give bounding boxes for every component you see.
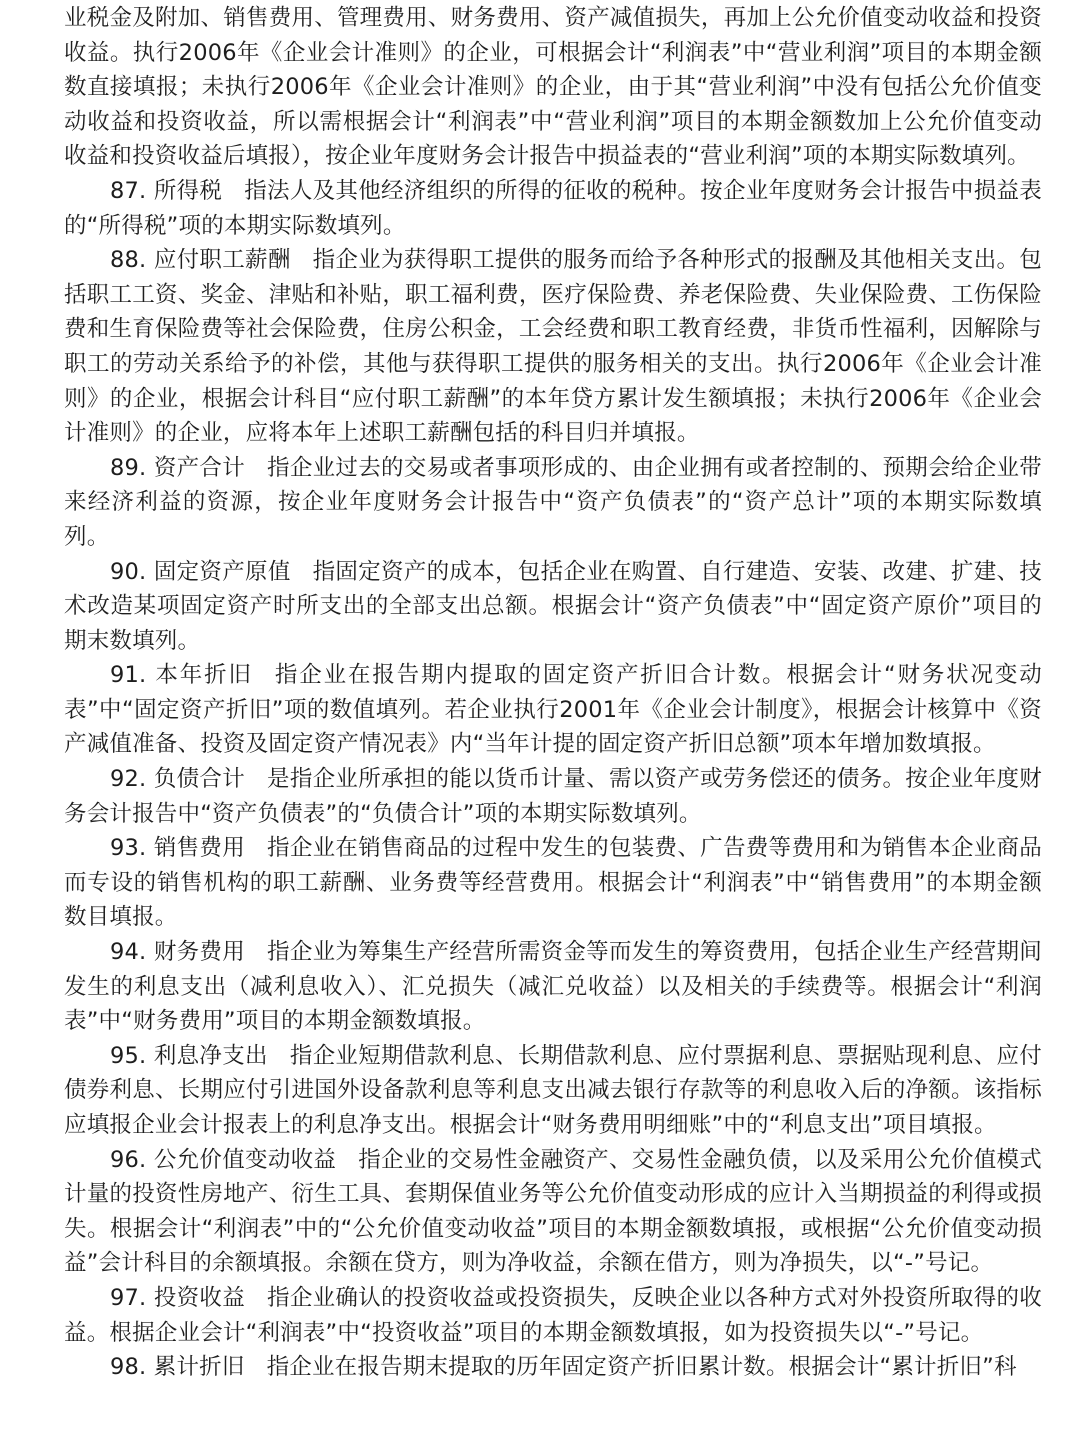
item-number: 88. (110, 247, 147, 274)
item-92 (64, 762, 1042, 831)
item-description: 指企业的交易性金融资产、交易性金融负债，以及采用公允价值模式计量的投资性房地产、衍生工具、套期保值业务等公允价值变动形成的应计入当期损益的利得或损失。根据会计“利润表”中的“公允价值变动收益”项目的本期金额数填报，或根据“公允价值变动损益”会计科目的余额填报。余额在贷方，则为净收益，余额在借方，则为净损失，以“-”号记。 (64, 1146, 1042, 1277)
item-description: 指企业在报告期内提取的固定资产折旧合计数。根据会计“财务状况变动表”中“固定资产折旧”项的数值填列。若企业执行2001年《企业会计制度》，根据会计核算中《资产减值准备、投资及固定资产情况表》内“当年计提的固定资产折旧总额”项本年增加数填报。 (64, 662, 1042, 758)
item-description: 指企业在报告期末提取的历年固定资产折旧累计数。根据会计“累计折旧”科 (266, 1354, 1017, 1381)
item-description: 指企业为获得职工提供的服务而给予各种形式的报酬及其他相关支出。包括职工工资、奖金、津贴和补贴，职工福利费，医疗保险费、养老保险费、失业保险费、工伤保险费和生育保险费等社会保险费，住房公积金，工会经费和职工教育经费，非货币性福利，因解除与职工的劳动关系给予的补偿，其他与获得职工提供的服务相关的支出。执行2006年《企业会计准则》的企业，根据会计科目“应付职工薪酬”的本年贷方累计发生额填报；未执行2006年《企业会计准则》的企业，应将本年上述职工薪酬包括的科目归并填报。 (64, 247, 1042, 447)
item-95 (64, 1039, 1042, 1143)
item-description: 指企业在销售商品的过程中发生的包装费、广告费等费用和为销售本企业商品而专设的销售机构的职工薪酬、业务费等经营费用。根据会计“利润表”中“销售费用”的本期金额数目填报。 (64, 835, 1042, 931)
item-number: 94. (110, 939, 147, 966)
item-number: 97. (110, 1284, 147, 1311)
item-description: 指企业短期借款利息、长期借款利息、应付票据利息、票据贴现利息、应付债券利息、长期应付引进国外设备款利息等利息支出减去银行存款等的利息收入后的净额。该指标应填报企业会计报表上的利息净支出。根据会计“财务费用明细账”中的“利息支出”项目填报。 (64, 1042, 1042, 1138)
item-term: 本年折旧 (155, 662, 253, 689)
item-94 (64, 935, 1042, 1039)
item-term: 公允价值变动收益 (153, 1146, 337, 1173)
item-term: 资产合计 (153, 454, 246, 481)
item-term: 销售费用 (153, 835, 246, 862)
item-description: 指固定资产的成本，包括企业在购置、自行建造、安装、改建、扩建、技术改造某项固定资产时所支出的全部支出总额。根据会计“资产负债表”中“固定资产原价”项目的期末数填列。 (64, 558, 1042, 654)
item-96 (64, 1143, 1042, 1281)
item-description: 指企业过去的交易或者事项形成的、由企业拥有或者控制的、预期会给企业带来经济利益的资源，按企业年度财务会计报告中“资产负债表”的“资产总计”项的本期实际数填列。 (64, 454, 1042, 550)
item-description: 是指企业所承担的能以货币计量、需以资产或劳务偿还的债务。按企业年度财务会计报告中“资产负债表”的“负债合计”项的本期实际数填列。 (64, 766, 1042, 827)
document-page (64, 0, 1042, 1443)
item-term: 投资收益 (153, 1284, 246, 1311)
item-97 (64, 1281, 1042, 1350)
item-89 (64, 451, 1042, 555)
item-term: 负债合计 (153, 766, 246, 793)
item-number: 95. (110, 1042, 147, 1069)
item-90 (64, 555, 1042, 659)
item-88 (64, 243, 1042, 451)
item-term: 财务费用 (153, 939, 246, 966)
item-term: 所得税 (153, 177, 223, 204)
item-number: 92. (110, 766, 147, 793)
item-number: 98. (110, 1354, 147, 1381)
item-87 (64, 174, 1042, 243)
item-description: 指企业确认的投资收益或投资损失，反映企业以各种方式对外投资所取得的收益。根据企业会计“利润表”中“投资收益”项目的本期金额数填报，如为投资损失以“-”号记。 (64, 1284, 1042, 1346)
item-number: 87. (110, 177, 147, 204)
item-number: 90. (110, 558, 147, 585)
item-description: 指法人及其他经济组织的所得的征收的税种。按企业年度财务会计报告中损益表的“所得税”项的本期实际数填列。 (64, 177, 1042, 239)
item-number: 89. (110, 454, 147, 481)
item-term: 固定资产原值 (153, 558, 291, 585)
item-number: 96. (110, 1146, 147, 1173)
item-term: 应付职工薪酬 (153, 247, 291, 274)
item-number: 93. (110, 835, 147, 862)
item-98 (64, 1350, 1042, 1385)
item-term: 累计折旧 (153, 1354, 245, 1381)
item-93 (64, 831, 1042, 935)
item-description: 指企业为筹集生产经营所需资金等而发生的筹资费用，包括企业生产经营期间发生的利息支出（减利息收入）、汇兑损失（减汇兑收益）以及相关的手续费等。根据会计“利润表”中“财务费用”项目的本期金额数填报。 (64, 939, 1042, 1035)
item-number: 91. (110, 662, 147, 689)
item-term: 利息净支出 (153, 1042, 268, 1069)
intro-paragraph: 业税金及附加、销售费用、管理费用、财务费用、资产减值损失，再加上公允价值变动收益和投资收益。执行2006年《企业会计准则》的企业，可根据会计“利润表”中“营业利润”项目的本期金额数直接填报；未执行2006年《企业会计准则》的企业，由于其“营业利润”中没有包括公允价值变动收益和投资收益，所以需根据会计“利润表”中“营业利润”项目的本期金额数加上公允价值变动收益和投资收益后填报），按企业年度财务会计报告中损益表的“营业利润”项的本期实际数填列。 (64, 5, 1042, 170)
item-91 (64, 658, 1042, 762)
